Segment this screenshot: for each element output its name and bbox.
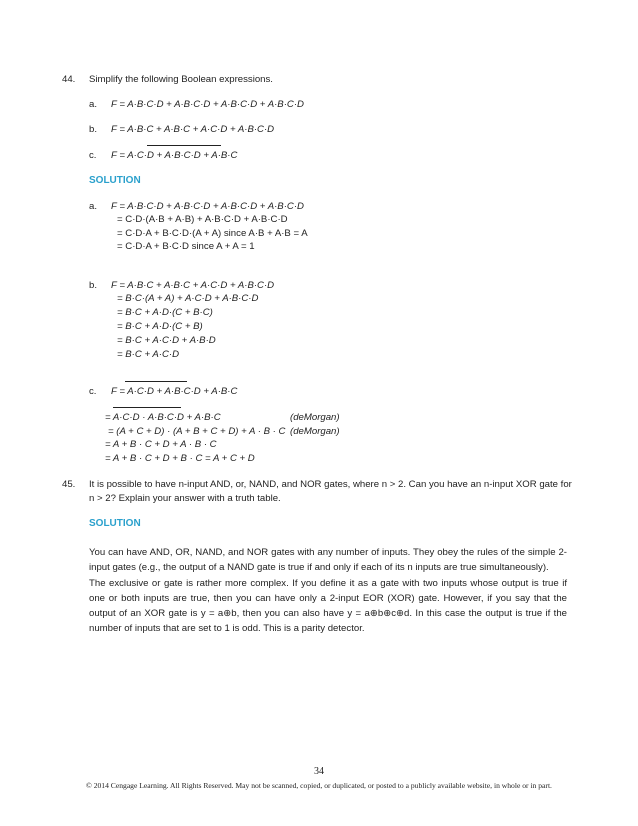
solution-45-paragraph-2: The exclusive or gate is rather more complex. If you define it as a gate with two inputs whose output is true if one or both inputs are true, then you can have only a 2-input EOR (XOR) gate. However, if you say that the output of an XOR gate is y = a⊕b, then you can also have y = a⊕b⊕c⊕d. In this case the output is true if the number of inputs that are set to 1 is odd. This is a parity detector. [89,578,567,634]
solution-c-line-5: = A + B · C + D + B · C = A + C + D [105,453,255,464]
solution-b-line-6: = B·C + A·C·D [117,349,180,360]
solution-a-line-3: = C·D·A + B·C·D·(A + A) since A·B + A·B = A [117,228,308,239]
overbar [113,407,181,408]
solution-b-line-2: = B·C·(A + A) + A·C·D + A·B·C·D [117,293,259,304]
copyright-notice: © 2014 Cengage Learning. All Rights Reserved. May not be scanned, copied, or duplicated, or posted to a publicly available website, in whole or in part. [86,781,552,790]
part-b-expression: F = A·B·C + A·B·C + A·C·D + A·B·C·D [111,124,275,135]
solution-b-label: b. [89,280,98,291]
overbar [125,381,187,382]
part-a-expression: F = A·B·C·D + A·B·C·D + A·B·C·D + A·B·C·D [111,99,304,110]
question-44-prompt: Simplify the following Boolean expressions. [89,74,273,85]
page-number: 34 [314,766,324,777]
question-44-number: 44. [62,74,76,85]
solution-a-line-2: = C·D·(A·B + A·B) + A·B·C·D + A·B·C·D [117,214,288,225]
solution-c-line-3: = (A + C + D) · (A + B + C + D) + A · B · C [108,426,286,437]
demorgan-note-2: (deMorgan) [290,426,340,437]
solution-heading-44: SOLUTION [89,175,141,186]
overbar [147,145,221,146]
part-a-label: a. [89,99,98,110]
solution-b-line-1: F = A·B·C + A·B·C + A·C·D + A·B·C·D [111,280,275,291]
solution-b-line-5: = B·C + A·C·D + A·B·D [117,335,216,346]
solution-heading-45: SOLUTION [89,518,141,529]
solution-c-line-1: F = A·C·D + A·B·C·D + A·B·C [111,386,238,397]
solution-a-line-4: = C·D·A + B·C·D since A + A = 1 [117,241,255,252]
solution-b-line-4: = B·C + A·D·(C + B) [117,321,203,332]
solution-c-label: c. [89,386,97,397]
part-c-label: c. [89,150,97,161]
part-c-expression: F = A·C·D + A·B·C·D + A·B·C [111,150,238,161]
solution-c-line-4: = A + B · C + D + A · B · C [105,439,217,450]
solution-a-label: a. [89,201,98,212]
question-45-number: 45. [62,479,76,490]
part-b-label: b. [89,124,98,135]
solution-b-line-3: = B·C + A·D·(C + B·C) [117,307,213,318]
question-45-prompt-line-1: It is possible to have n-input AND, or, NAND, and NOR gates, where n > 2. Can you have an n-input XOR gate for [89,479,572,490]
question-45-prompt-line-2: n > 2? Explain your answer with a truth table. [89,493,281,504]
solution-45-paragraph-1: You can have AND, OR, NAND, and NOR gates with any number of inputs. They obey the rules of the simple 2-input gates (e.g., the output of a NAND gate is true if and only if each of its n inputs are true simultaneously). [89,547,567,573]
solution-c-line-2: = A·C·D · A·B·C·D + A·B·C [105,412,221,423]
demorgan-note-1: (deMorgan) [290,412,340,423]
solution-a-line-1: F = A·B·C·D + A·B·C·D + A·B·C·D + A·B·C·D [111,201,304,212]
